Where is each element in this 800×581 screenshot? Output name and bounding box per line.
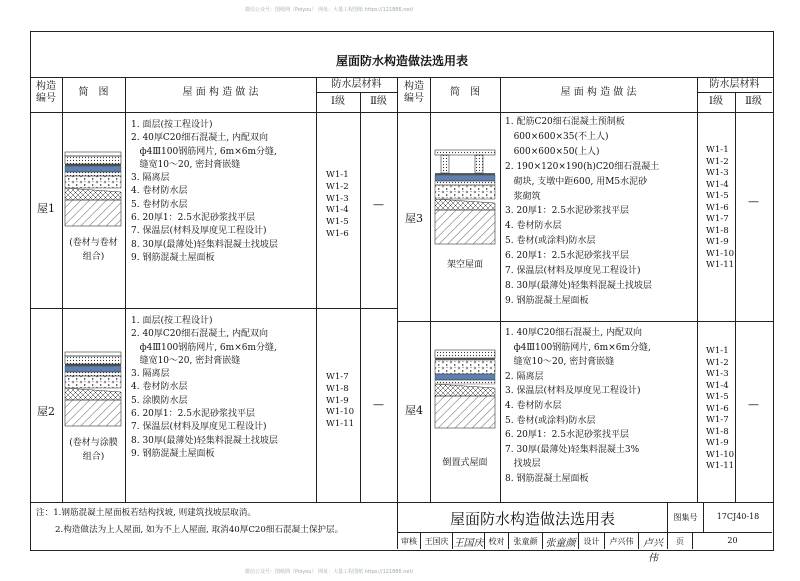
checker-name: 张童颜 bbox=[513, 537, 538, 546]
row3-grade2: — bbox=[748, 195, 759, 208]
row3-method: 1. 配筋C20细石混凝土预制板 600×600×35(不上人) 600×600×50(上人) 2. 190×120×190(h)C20细石混凝土 砌块, 支墩中距600, 用M5水泥砂 浆砌筑 3. 20厚1：2.5水泥砂浆找平层 4. 卷材防水层 5. 卷材(或涂料)防水层 6. 20厚1：2.5水泥砂浆找平层 7. 保温层(材料及厚度见工程设计) 8. 30厚(最薄处)轻集料混凝土找坡层 9. 钢筋混凝土屋面板 bbox=[505, 117, 660, 306]
header-method-right: 屋 面 构 造 做 法 bbox=[560, 87, 637, 98]
header-grade1-right: Ⅰ级 bbox=[709, 96, 723, 107]
review-label: 审核 bbox=[401, 537, 417, 546]
header-diagram-right: 简 图 bbox=[450, 87, 480, 98]
row4-grade2: — bbox=[748, 398, 759, 411]
titleblock-name: 屋面防水构造做法选用表 bbox=[449, 510, 615, 528]
header-diagram: 简 图 bbox=[78, 87, 109, 98]
row4-caption: 倒置式屋面 bbox=[442, 458, 488, 468]
row1-grade1: W1-1 W1-2 W1-3 W1-4 W1-5 W1-6 bbox=[326, 170, 349, 239]
notes bbox=[36, 505, 343, 539]
reviewer-name: 王国庆 bbox=[424, 537, 449, 546]
row2-caption: (卷材与涂膜 组合) bbox=[69, 438, 118, 462]
header-code: 构造 编号 bbox=[36, 81, 56, 104]
designer-signature: 卢兴伟 bbox=[643, 538, 663, 564]
row4-method: 1. 40厚C20细石混凝土, 内配双向 ф4Ⅲ100钢筋网片, 6m×6m分缝, 缝宽10～20, 密封膏嵌缝 2. 隔离层 3. 保温层(材料及厚度见工程设计) 4. 卷材防水层 5. 卷材(或涂料)防水层 6. 20厚1：2.5水泥砂浆找平层 7. 30厚(最薄处)轻集料混凝土3% 找坡层 8. 钢筋混凝土屋面板 bbox=[505, 328, 651, 484]
page-title: 屋面防水构造做法选用表 bbox=[335, 54, 468, 68]
row3-section-diagram bbox=[433, 148, 499, 248]
sheet-frame bbox=[30, 31, 774, 551]
check-label: 校对 bbox=[488, 537, 505, 546]
row1-section-diagram bbox=[63, 150, 125, 230]
design-label: 设计 bbox=[583, 537, 600, 546]
note-1: 1.钢筋混凝土屋面板若结构找坡, 则建筑找坡层取消。 bbox=[53, 508, 256, 518]
header-grade2: Ⅱ级 bbox=[370, 96, 387, 107]
atlas-label: 图集号 bbox=[673, 513, 698, 522]
row2-method: 1. 面层(按工程设计) 2. 40厚C20细石混凝土, 内配双向 ф4Ⅲ100钢筋网片, 6m×6m分缝, 缝宽10～20, 密封膏嵌缝 3. 隔离层 4. 卷材防水层 5. 涂膜防水层 6. 20厚1：2.5水泥砂浆找平层 7. 保温层(材料及厚度见工程设计) 8. 30厚(最薄处)轻集料混凝土找坡层 9. 钢筋混凝土屋面板 bbox=[131, 316, 278, 459]
row1-code: 屋1 bbox=[37, 202, 55, 215]
row1-grade2: — bbox=[373, 198, 384, 211]
header-grade2-right: Ⅱ级 bbox=[745, 96, 762, 107]
row2-grade1: W1-7 W1-8 W1-9 W1-10 W1-11 bbox=[326, 372, 355, 430]
row1-caption: (卷材与卷材 组合) bbox=[69, 238, 118, 262]
row2-code: 屋2 bbox=[37, 405, 55, 418]
row4-section-diagram bbox=[433, 348, 499, 432]
header-material: 防水层材料 bbox=[331, 79, 382, 90]
watermark-top: 微信公众号：图纸网（Poiyou） 网址：大量工程图纸 https://121886.net/ bbox=[245, 7, 414, 13]
row3-caption: 架空屋面 bbox=[446, 260, 483, 270]
header-material-right: 防水层材料 bbox=[709, 79, 760, 90]
reviewer-signature: 王国庆 bbox=[453, 538, 484, 549]
note-2: 2.构造做法为上人屋面, 如为不上人屋面, 取消40厚C20细石混凝土保护层。 bbox=[55, 525, 344, 535]
notes-label: 注： bbox=[36, 508, 54, 518]
row2-grade2: — bbox=[373, 398, 384, 411]
row4-grade1: W1-1 W1-2 W1-3 W1-4 W1-5 W1-6 W1-7 W1-8 W1-9 W1-10 W1-11 bbox=[706, 346, 735, 471]
row1-method: 1. 面层(按工程设计) 2. 40厚C20细石混凝土, 内配双向 ф4Ⅲ100钢筋网片, 6m×6m分缝, 缝宽10～20, 密封膏嵌缝 3. 隔离层 4. 卷材防水层 5. 卷材防水层 6. 20厚1：2.5水泥砂浆找平层 7. 保温层(材料及厚度见工程设计) 8. 30厚(最薄处)轻集料混凝土找坡层 9. 钢筋混凝土屋面板 bbox=[131, 120, 278, 263]
atlas-number: 17CJ40-18 bbox=[716, 512, 760, 521]
row3-grade1: W1-1 W1-2 W1-3 W1-4 W1-5 W1-6 W1-7 W1-8 W1-9 W1-10 W1-11 bbox=[706, 145, 735, 270]
header-method: 屋 面 构 造 做 法 bbox=[182, 87, 259, 98]
row2-section-diagram bbox=[63, 350, 125, 430]
row3-code: 屋3 bbox=[405, 212, 423, 225]
page-number: 20 bbox=[727, 536, 738, 545]
header-code-right: 构造 编号 bbox=[404, 81, 424, 104]
row4-code: 屋4 bbox=[405, 404, 423, 417]
designer-name: 卢兴伟 bbox=[609, 537, 634, 546]
header-grade1: Ⅰ级 bbox=[331, 96, 345, 107]
page-label: 页 bbox=[676, 537, 684, 546]
watermark-bottom: 微信公众号：图纸网（Poiyou） 网址：大量工程图纸 https://121886.net/ bbox=[245, 569, 414, 575]
checker-signature: 张童颜 bbox=[545, 538, 576, 549]
